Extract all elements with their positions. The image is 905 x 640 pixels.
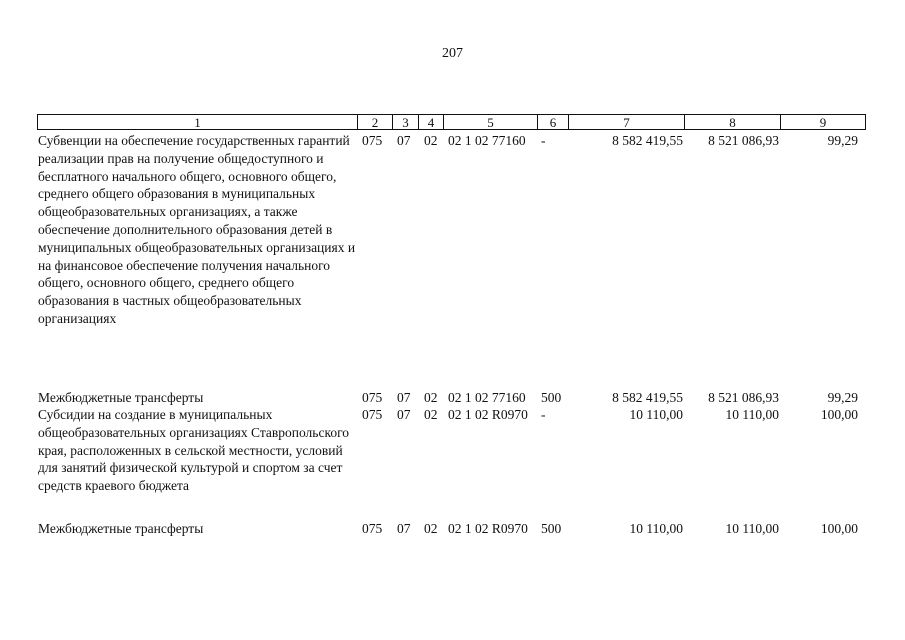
- header-col-5: 5: [443, 114, 538, 130]
- row-col-6: -: [541, 133, 546, 148]
- page-number: 207: [442, 46, 463, 61]
- header-col-3: 3: [392, 114, 419, 130]
- row-name: Межбюджетные трансферты: [38, 521, 204, 536]
- row-col-2: 075: [362, 407, 383, 422]
- row-col-4: 02: [424, 390, 438, 405]
- header-col-4: 4: [418, 114, 444, 130]
- row-name: Субсидии на создание в муниципальных общеобразовательных организациях Ставропольского края, расположенных в сельской местности, условий для занятий физической культурой и спортом за счет средств краевого бюджета: [38, 407, 350, 494]
- row-col-2: 075: [362, 133, 383, 148]
- row-name: Субвенции на обеспечение государственных гарантий реализации прав на получение общедоступного и бесплатного начального общего, основного общего, среднего общего образования в муниципальных общеобразовательных организациях, а также обеспечение дополнительного образования детей в муниципальных общеобразовательных организациях и на финансовое обеспечение получения начального общего, основного общего, среднего общего образования в частных общеобразовательных организациях: [38, 133, 356, 326]
- row-col-7: 10 110,00: [629, 407, 683, 422]
- row-col-9: 99,29: [827, 390, 858, 405]
- row-col-8: 10 110,00: [725, 521, 779, 536]
- header-col-8: 8: [684, 114, 781, 130]
- row-col-8: 8 521 086,93: [708, 133, 779, 148]
- row-col-4: 02: [424, 521, 438, 536]
- row-col-5: 02 1 02 77160: [448, 133, 526, 148]
- row-col-8: 8 521 086,93: [708, 390, 779, 405]
- row-col-4: 02: [424, 407, 438, 422]
- row-col-7: 8 582 419,55: [612, 390, 683, 405]
- header-col-2: 2: [357, 114, 393, 130]
- row-col-3: 07: [397, 521, 411, 536]
- row-col-8: 10 110,00: [725, 407, 779, 422]
- row-col-3: 07: [397, 133, 411, 148]
- row-col-7: 8 582 419,55: [612, 133, 683, 148]
- row-col-3: 07: [397, 407, 411, 422]
- row-col-7: 10 110,00: [629, 521, 683, 536]
- row-col-6: 500: [541, 390, 562, 405]
- row-col-9: 100,00: [820, 521, 858, 536]
- row-col-6: -: [541, 407, 546, 422]
- table-header: [37, 114, 866, 131]
- header-col-1: 1: [37, 114, 358, 130]
- row-col-9: 99,29: [827, 133, 858, 148]
- row-col-2: 075: [362, 390, 383, 405]
- header-col-7: 7: [568, 114, 685, 130]
- header-col-9: 9: [780, 114, 866, 130]
- row-col-3: 07: [397, 390, 411, 405]
- row-col-5: 02 1 02 77160: [448, 390, 526, 405]
- row-col-6: 500: [541, 521, 562, 536]
- row-name: Межбюджетные трансферты: [38, 390, 204, 405]
- row-col-5: 02 1 02 R0970: [448, 521, 528, 536]
- row-col-5: 02 1 02 R0970: [448, 407, 528, 422]
- header-col-6: 6: [537, 114, 569, 130]
- row-col-2: 075: [362, 521, 383, 536]
- row-col-4: 02: [424, 133, 438, 148]
- row-col-9: 100,00: [820, 407, 858, 422]
